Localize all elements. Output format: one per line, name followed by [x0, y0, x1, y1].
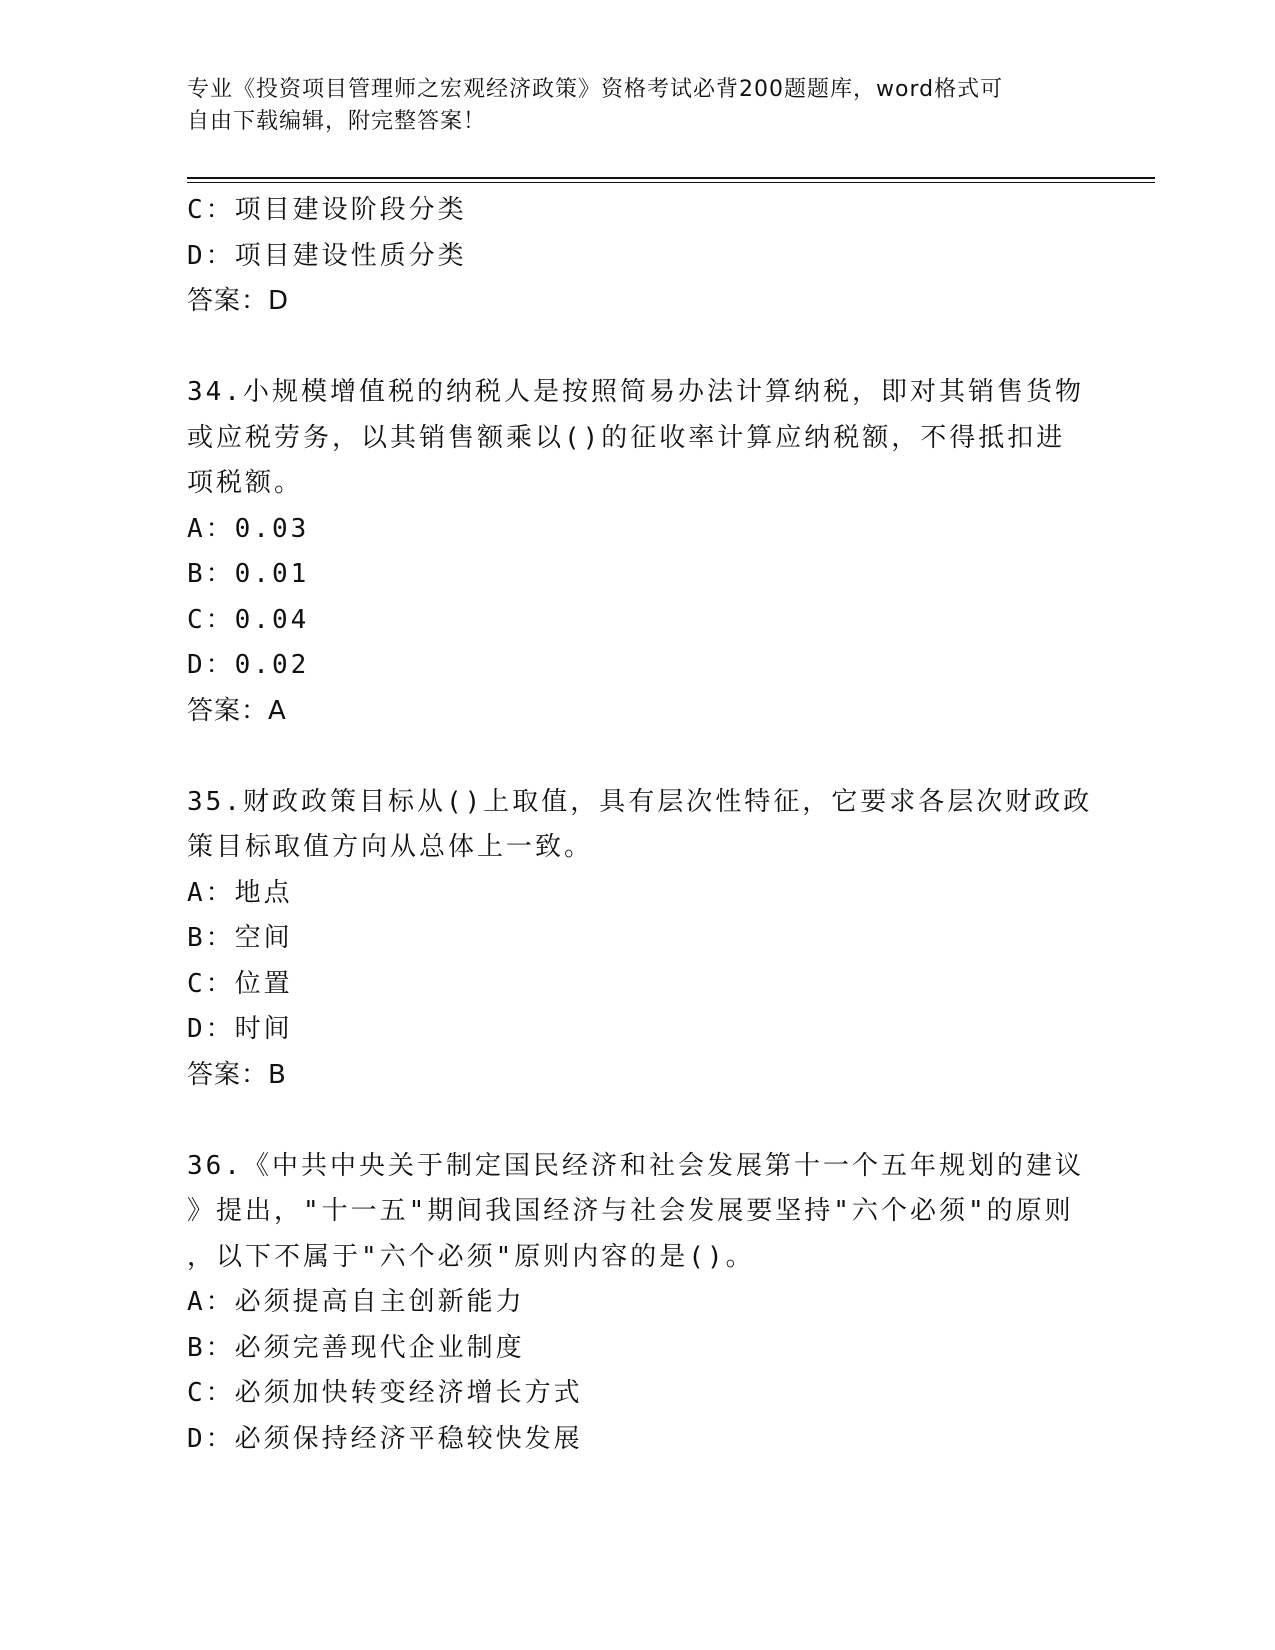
question-33-remainder	[187, 188, 1087, 325]
option-c: C：项目建设阶段分类	[187, 195, 467, 225]
question-text-line: 》提出，"十一五"期间我国经济与社会发展要坚持"六个必须"的原则	[187, 1196, 1074, 1226]
header-rule-thin	[187, 182, 1155, 183]
question-36	[187, 1144, 1087, 1463]
option-c: C：0.04	[187, 604, 310, 635]
option-c: C：必须加快转变经济增长方式	[187, 1378, 583, 1408]
question-text-line: 35.财政政策目标从()上取值，具有层次性特征，它要求各层次财政政	[187, 786, 1093, 817]
question-34	[187, 370, 1087, 734]
spacer	[187, 1098, 1087, 1144]
option-b: B：必须完善现代企业制度	[187, 1332, 525, 1363]
option-b: B：0.01	[187, 559, 310, 589]
option-c: C：位置	[187, 968, 293, 999]
header-title-line-1: 专业《投资项目管理师之宏观经济政策》资格考试必背200题题库，word格式可	[187, 77, 1004, 102]
question-35	[187, 780, 1093, 1099]
option-b: B：空间	[187, 923, 293, 953]
header-title-line-2: 自由下载编辑，附完整答案！	[187, 109, 487, 134]
answer-text: 答案：A	[187, 695, 287, 726]
question-list	[187, 188, 1093, 1462]
document-header	[187, 74, 1087, 138]
answer-text: 答案：D	[187, 286, 290, 316]
option-d: D：项目建设性质分类	[187, 240, 467, 271]
spacer	[187, 325, 1087, 371]
spacer	[187, 734, 1087, 780]
option-d: D：时间	[187, 1014, 293, 1044]
option-a: A：0.03	[187, 513, 310, 544]
question-text-line: 策目标取值方向从总体上一致。	[187, 832, 594, 862]
answer-text: 答案：B	[187, 1059, 287, 1090]
question-text-line: 34.小规模增值税的纳税人是按照简易办法计算纳税，即对其销售货物	[187, 377, 1084, 407]
question-text-line: 或应税劳务，以其销售额乘以()的征收率计算应纳税额，不得抵扣进	[187, 422, 1066, 453]
header-rule-thick	[187, 177, 1155, 179]
option-a: A：必须提高自主创新能力	[187, 1287, 525, 1317]
question-text-line: 项税额。	[187, 468, 304, 498]
question-text-line: 36.《中共中央关于制定国民经济和社会发展第十一个五年规划的建议	[187, 1150, 1084, 1181]
option-a: A：地点	[187, 877, 293, 908]
option-d: D：必须保持经济平稳较快发展	[187, 1423, 583, 1454]
option-d: D：0.02	[187, 650, 310, 680]
question-text-line: ，以下不属于"六个必须"原则内容的是()。	[187, 1241, 755, 1272]
